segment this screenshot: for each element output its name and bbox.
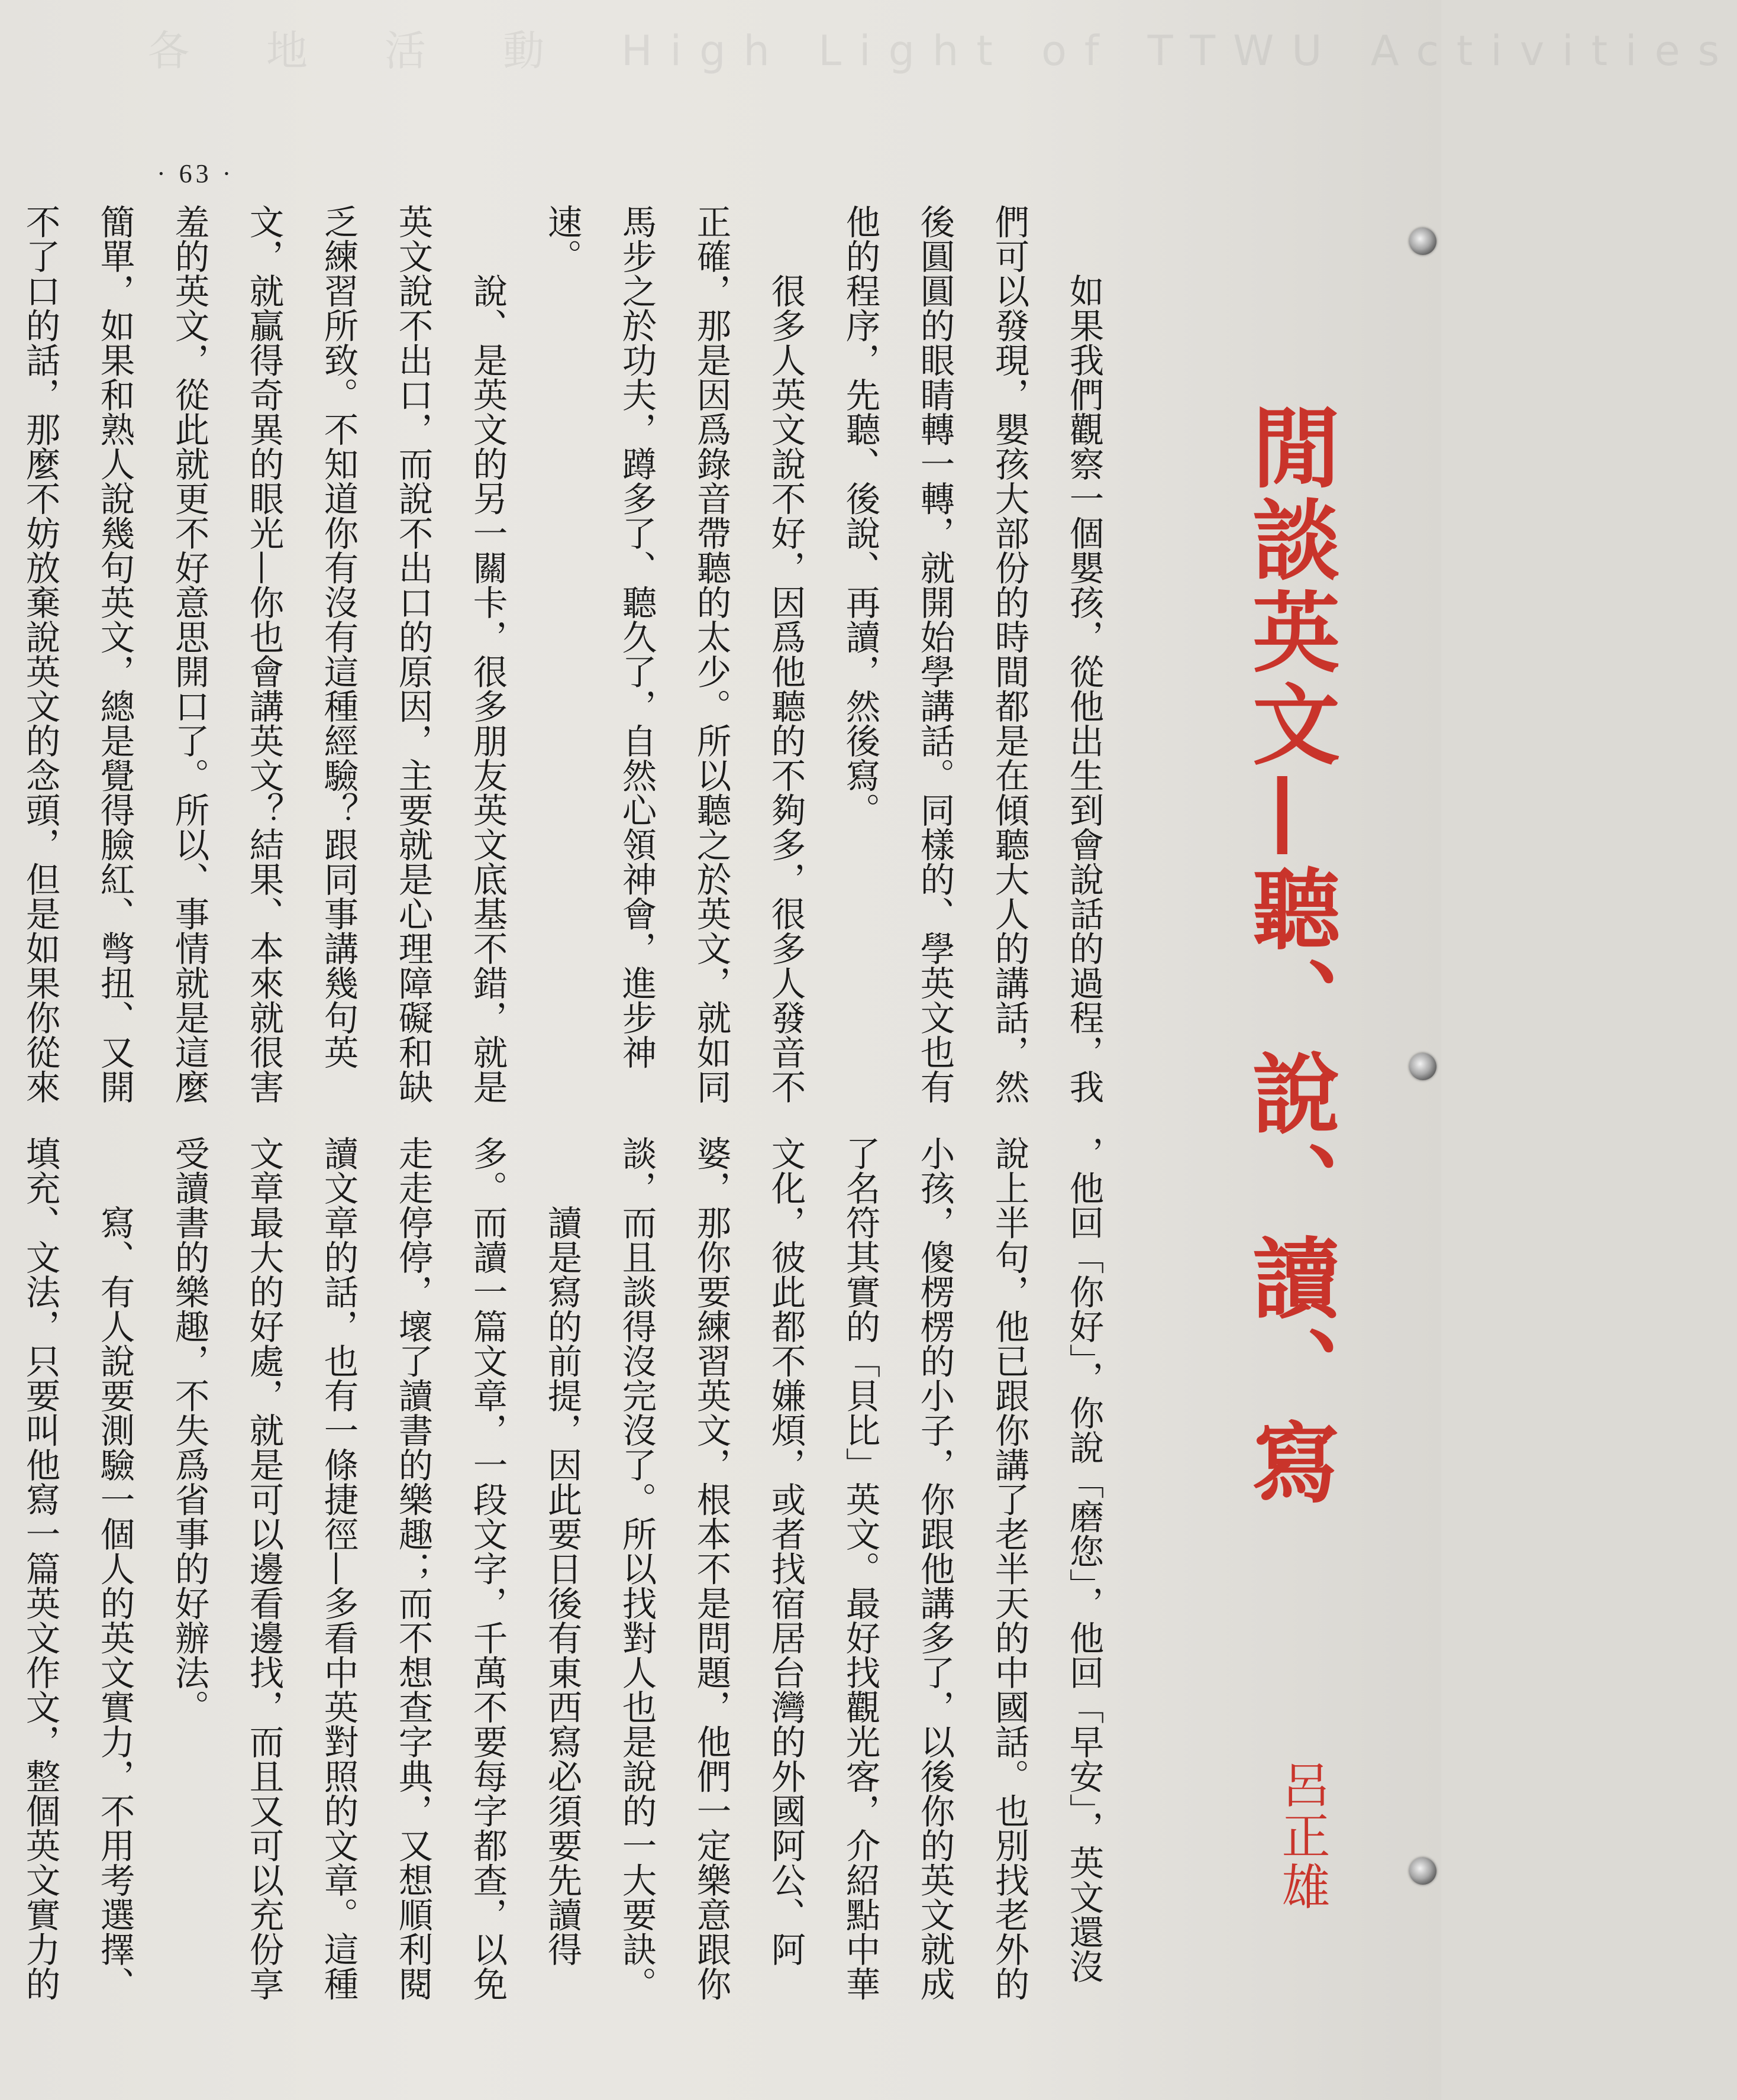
article-body-top [20,204,1121,1112]
show-through-text: 各 地 活 動 High Light of TTWU Activities [148,27,1737,75]
paragraph-reading: 讀是寫的前提，因此要日後有東西寫必須要先讀得多。而讀一篇文章，一段文字，千萬不要每字都查，以免走走停停，壞了讀書的樂趣；而不想查字典，又想順利閱讀文章的話，也有一條捷徑—多看中英對照的文章。這種文章最大的好處，就是可以邊看邊找，而且又可以充份享受讀書的樂趣，不失爲省事的好辦法。 [169,1136,582,2001]
article-body-bottom [20,1136,1121,2017]
author-name: 呂正雄 [1274,1760,1330,1912]
paragraph-intro: 如果我們觀察一個嬰孩，從他出生到會說話的過程，我們可以發現，嬰孩大部份的時間都是在傾聽大人的講話，然後圓圓的眼睛轉一轉，就開始學講話。同樣的、學英文也有他的程序，先聽、後說、再讀，然後寫。 [840,204,1104,1104]
binder-hole-top [1409,228,1436,255]
paragraph-speaking-continued: ，他回「你好」，你說「磨您」，他回「早安」，英文還沒說上半句，他已跟你講了老半天的中國話。也別找老外的小孩，傻楞楞的小子，你跟他講多了，以後你的英文就成了名符其實的「貝比」英文。最好找觀光客，介紹點中華文化，彼此都不嫌煩，或者找宿居台灣的外國阿公、阿婆，那你要練習英文，根本不是問題，他們一定樂意跟你談，而且談得沒完沒了。所以找對人也是說的一大要訣。 [616,1136,1104,2001]
paragraph-listening: 很多人英文說不好，因爲他聽的不夠多，很多人發音不正確，那是因爲錄音帶聽的太少。所以聽之於英文，就如同馬步之於功夫，蹲多了、聽久了，自然心領神會，進步神速。 [542,204,806,1104]
article-title: 閒談英文—聽、說、讀、寫 [1238,402,1341,1510]
binder-hole-bottom [1409,1857,1436,1885]
paragraph-speaking: 說、是英文的另一關卡，很多朋友英文底基不錯，就是英文說不出口，而說不出口的原因，主要就是心理障礙和缺乏練習所致。不知道你有沒有這種經驗？跟同事講幾句英文，就贏得奇異的眼光—你也會講英文？結果、本來就很害羞的英文，從此就更不好意思開口了。所以、事情就是這麼簡單，如果和熟人說幾句英文，總是覺得臉紅、彆扭、又開不了口的話，那麼不妨放棄說英文的念頭，但是如果你從來 [20,204,508,1104]
paragraph-writing: 寫、有人說要測驗一個人的英文實力，不用考選擇、填充、文法，只要叫他寫一篇英文作文，整個英文實力的 [20,1136,135,2001]
binder-hole-middle [1409,1053,1436,1080]
page-number: · 63 · [157,159,235,188]
